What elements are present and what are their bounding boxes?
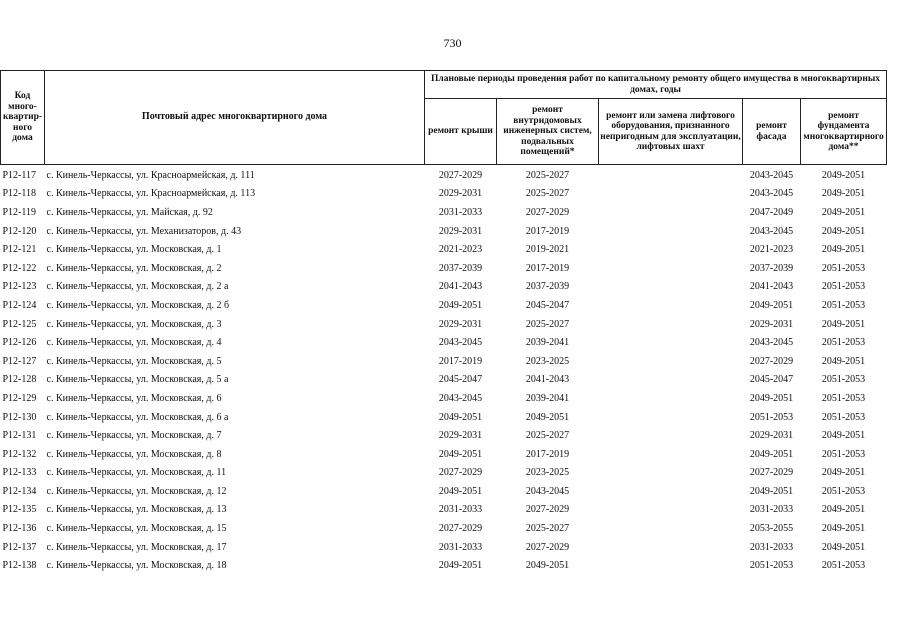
row-lift — [599, 519, 743, 538]
row-foundation: 2051-2053 — [821, 448, 866, 460]
row-foundation: 2051-2053 — [821, 411, 866, 423]
row-lift — [599, 165, 743, 185]
row-facade: 2043-2045 — [749, 188, 794, 200]
row-roof: 2017-2019 — [438, 355, 483, 367]
row-roof: 2041-2043 — [438, 281, 483, 293]
table-row — [1, 352, 887, 371]
row-systems: 2019-2021 — [525, 244, 570, 256]
row-foundation: 2049-2051 — [821, 188, 866, 200]
row-lift — [599, 501, 743, 520]
header-periods-group: Плановые периоды проведения работ по капитальному ремонту общего имущества в многоквартирных домах, годы — [425, 71, 887, 99]
row-address: с. Кинель-Черкассы, ул. Московская, д. 18 — [46, 560, 227, 572]
repair-schedule-table — [0, 70, 887, 575]
row-foundation: 2049-2051 — [821, 541, 866, 553]
row-facade: 2031-2033 — [749, 504, 794, 516]
row-lift — [599, 482, 743, 501]
row-foundation: 2051-2053 — [821, 560, 866, 572]
row-code: P12-134 — [2, 485, 37, 497]
table-row — [1, 501, 887, 520]
row-systems: 2025-2027 — [525, 188, 570, 200]
row-facade: 2049-2051 — [749, 448, 794, 460]
row-code: P12-125 — [2, 318, 37, 330]
row-address: с. Кинель-Черкассы, ул. Майская, д. 92 — [46, 206, 213, 218]
row-address: с. Кинель-Черкассы, ул. Московская, д. 2 — [46, 262, 222, 274]
row-foundation: 2051-2053 — [821, 262, 866, 274]
row-lift — [599, 259, 743, 278]
row-systems: 2025-2027 — [525, 523, 570, 535]
row-foundation: 2051-2053 — [821, 299, 866, 311]
row-facade: 2029-2031 — [749, 318, 794, 330]
table-row — [1, 333, 887, 352]
row-roof: 2049-2051 — [438, 411, 483, 423]
row-roof: 2043-2045 — [438, 392, 483, 404]
row-systems: 2043-2045 — [525, 485, 570, 497]
row-code: P12-127 — [2, 355, 37, 367]
row-code: P12-121 — [2, 244, 37, 256]
row-roof: 2027-2029 — [438, 467, 483, 479]
row-code: P12-122 — [2, 262, 37, 274]
row-foundation: 2049-2051 — [821, 318, 866, 330]
row-address: с. Кинель-Черкассы, ул. Московская, д. 6 — [46, 392, 222, 404]
row-address: с. Кинель-Черкассы, ул. Красноармейская, д. 113 — [46, 188, 256, 200]
table-row — [1, 203, 887, 222]
row-roof: 2031-2033 — [438, 206, 483, 218]
row-foundation: 2051-2053 — [821, 337, 866, 349]
table-row — [1, 445, 887, 464]
row-foundation: 2049-2051 — [821, 430, 866, 442]
row-facade: 2051-2053 — [749, 411, 794, 423]
row-address: с. Кинель-Черкассы, ул. Московская, д. 4 — [46, 337, 222, 349]
row-address: с. Кинель-Черкассы, ул. Московская, д. 5 — [46, 355, 222, 367]
row-systems: 2027-2029 — [525, 206, 570, 218]
table-row — [1, 556, 887, 575]
row-address: с. Кинель-Черкассы, ул. Московская, д. 5 а — [46, 374, 229, 386]
row-code: P12-138 — [2, 560, 37, 572]
row-code: P12-126 — [2, 337, 37, 349]
row-address: с. Кинель-Черкассы, ул. Московская, д. 11 — [46, 467, 227, 479]
row-roof: 2029-2031 — [438, 225, 483, 237]
row-lift — [599, 445, 743, 464]
row-systems: 2023-2025 — [525, 467, 570, 479]
row-facade: 2041-2043 — [749, 281, 794, 293]
row-address: с. Кинель-Черкассы, ул. Московская, д. 13 — [46, 504, 227, 516]
row-facade: 2047-2049 — [749, 206, 794, 218]
row-systems: 2049-2051 — [525, 411, 570, 423]
row-facade: 2043-2045 — [749, 337, 794, 349]
row-address: с. Кинель-Черкассы, ул. Красноармейская, д. 111 — [46, 169, 255, 181]
row-facade: 2049-2051 — [749, 485, 794, 497]
row-code: P12-135 — [2, 504, 37, 516]
table-row — [1, 538, 887, 557]
row-foundation: 2049-2051 — [821, 355, 866, 367]
row-roof: 2043-2045 — [438, 337, 483, 349]
row-foundation: 2049-2051 — [821, 467, 866, 479]
table-row — [1, 482, 887, 501]
header-foundation: ремонт фундамента многоквартирного дома** — [801, 99, 887, 165]
row-lift — [599, 371, 743, 390]
row-lift — [599, 222, 743, 241]
row-facade: 2053-2055 — [749, 523, 794, 535]
row-address: с. Кинель-Черкассы, ул. Московская, д. 15 — [46, 523, 227, 535]
row-systems: 2027-2029 — [525, 541, 570, 553]
row-code: P12-120 — [2, 225, 37, 237]
row-lift — [599, 315, 743, 334]
table-row — [1, 185, 887, 204]
row-foundation: 2049-2051 — [821, 523, 866, 535]
row-foundation: 2049-2051 — [821, 244, 866, 256]
table-row — [1, 222, 887, 241]
row-foundation: 2051-2053 — [821, 485, 866, 497]
row-facade: 2037-2039 — [749, 262, 794, 274]
row-roof: 2029-2031 — [438, 318, 483, 330]
row-lift — [599, 333, 743, 352]
row-systems: 2039-2041 — [525, 337, 570, 349]
row-code: P12-131 — [2, 430, 37, 442]
row-facade: 2021-2023 — [749, 244, 794, 256]
row-lift — [599, 185, 743, 204]
row-lift — [599, 389, 743, 408]
row-roof: 2049-2051 — [438, 448, 483, 460]
row-systems: 2017-2019 — [525, 448, 570, 460]
row-facade: 2045-2047 — [749, 374, 794, 386]
row-lift — [599, 203, 743, 222]
row-systems: 2049-2051 — [525, 560, 570, 572]
row-code: P12-137 — [2, 541, 37, 553]
row-roof: 2029-2031 — [438, 430, 483, 442]
row-systems: 2017-2019 — [525, 225, 570, 237]
row-foundation: 2051-2053 — [821, 374, 866, 386]
row-roof: 2031-2033 — [438, 504, 483, 516]
row-code: P12-118 — [2, 188, 37, 200]
row-roof: 2027-2029 — [438, 523, 483, 535]
table-row — [1, 296, 887, 315]
row-lift — [599, 240, 743, 259]
row-address: с. Кинель-Черкассы, ул. Московская, д. 7 — [46, 430, 222, 442]
row-systems: 2023-2025 — [525, 355, 570, 367]
table-row — [1, 278, 887, 297]
table-row — [1, 315, 887, 334]
row-address: с. Кинель-Черкассы, ул. Московская, д. 17 — [46, 541, 227, 553]
row-foundation: 2051-2053 — [821, 392, 866, 404]
row-roof: 2045-2047 — [438, 374, 483, 386]
header-code: Код много-квартир-ного дома — [1, 71, 45, 165]
row-address: с. Кинель-Черкассы, ул. Механизаторов, д. 43 — [46, 225, 242, 237]
row-foundation: 2051-2053 — [821, 281, 866, 293]
table-header — [1, 71, 887, 165]
row-roof: 2027-2029 — [438, 169, 483, 181]
row-foundation: 2049-2051 — [821, 169, 866, 181]
row-lift — [599, 278, 743, 297]
header-address: Почтовый адрес многоквартирного дома — [45, 71, 425, 165]
table-row — [1, 240, 887, 259]
row-systems: 2025-2027 — [525, 318, 570, 330]
row-lift — [599, 538, 743, 557]
row-code: P12-130 — [2, 411, 37, 423]
row-facade: 2043-2045 — [749, 169, 794, 181]
row-systems: 2027-2029 — [525, 504, 570, 516]
row-facade: 2027-2029 — [749, 467, 794, 479]
row-code: P12-129 — [2, 392, 37, 404]
row-facade: 2027-2029 — [749, 355, 794, 367]
row-systems: 2045-2047 — [525, 299, 570, 311]
header-lift: ремонт или замена лифтового оборудования, признанного непригодным для эксплуатации, лифтовых шахт — [599, 99, 743, 165]
row-facade: 2031-2033 — [749, 541, 794, 553]
row-facade: 2029-2031 — [749, 430, 794, 442]
row-foundation: 2049-2051 — [821, 225, 866, 237]
row-roof: 2049-2051 — [438, 299, 483, 311]
header-engineering-systems: ремонт внутридомовых инженерных систем, подвальных помещений* — [497, 99, 599, 165]
table-body — [1, 165, 887, 576]
row-address: с. Кинель-Черкассы, ул. Московская, д. 12 — [46, 485, 227, 497]
row-foundation: 2049-2051 — [821, 206, 866, 218]
header-roof: ремонт крыши — [425, 99, 497, 165]
row-facade: 2051-2053 — [749, 560, 794, 572]
row-systems: 2039-2041 — [525, 392, 570, 404]
table-row — [1, 519, 887, 538]
row-lift — [599, 408, 743, 427]
row-systems: 2037-2039 — [525, 281, 570, 293]
row-lift — [599, 426, 743, 445]
table-row — [1, 408, 887, 427]
row-code: P12-124 — [2, 299, 37, 311]
row-roof: 2021-2023 — [438, 244, 483, 256]
row-code: P12-136 — [2, 523, 37, 535]
row-systems: 2025-2027 — [525, 430, 570, 442]
row-code: P12-128 — [2, 374, 37, 386]
table-row — [1, 464, 887, 483]
row-address: с. Кинель-Черкассы, ул. Московская, д. 6 а — [46, 411, 229, 423]
row-systems: 2025-2027 — [525, 169, 570, 181]
table-row — [1, 259, 887, 278]
row-facade: 2049-2051 — [749, 392, 794, 404]
row-roof: 2037-2039 — [438, 262, 483, 274]
row-lift — [599, 556, 743, 575]
row-systems: 2017-2019 — [525, 262, 570, 274]
row-code: P12-123 — [2, 281, 37, 293]
table-row — [1, 165, 887, 185]
row-roof: 2029-2031 — [438, 188, 483, 200]
row-systems: 2041-2043 — [525, 374, 570, 386]
row-facade: 2043-2045 — [749, 225, 794, 237]
row-roof: 2031-2033 — [438, 541, 483, 553]
row-code: P12-119 — [2, 206, 37, 218]
row-code: P12-133 — [2, 467, 37, 479]
row-address: с. Кинель-Черкассы, ул. Московская, д. 1 — [46, 244, 222, 256]
row-address: с. Кинель-Черкассы, ул. Московская, д. 2 б — [46, 299, 230, 311]
row-address: с. Кинель-Черкассы, ул. Московская, д. 8 — [46, 448, 222, 460]
table-row — [1, 371, 887, 390]
row-code: P12-117 — [2, 169, 37, 181]
row-lift — [599, 464, 743, 483]
row-code: P12-132 — [2, 448, 37, 460]
table-row — [1, 426, 887, 445]
header-facade: ремонт фасада — [743, 99, 801, 165]
row-lift — [599, 296, 743, 315]
row-lift — [599, 352, 743, 371]
row-roof: 2049-2051 — [438, 560, 483, 572]
row-address: с. Кинель-Черкассы, ул. Московская, д. 3 — [46, 318, 222, 330]
row-foundation: 2049-2051 — [821, 504, 866, 516]
table-row — [1, 389, 887, 408]
row-roof: 2049-2051 — [438, 485, 483, 497]
row-address: с. Кинель-Черкассы, ул. Московская, д. 2 а — [46, 281, 229, 293]
row-facade: 2049-2051 — [749, 299, 794, 311]
page-number: 730 — [443, 36, 462, 50]
